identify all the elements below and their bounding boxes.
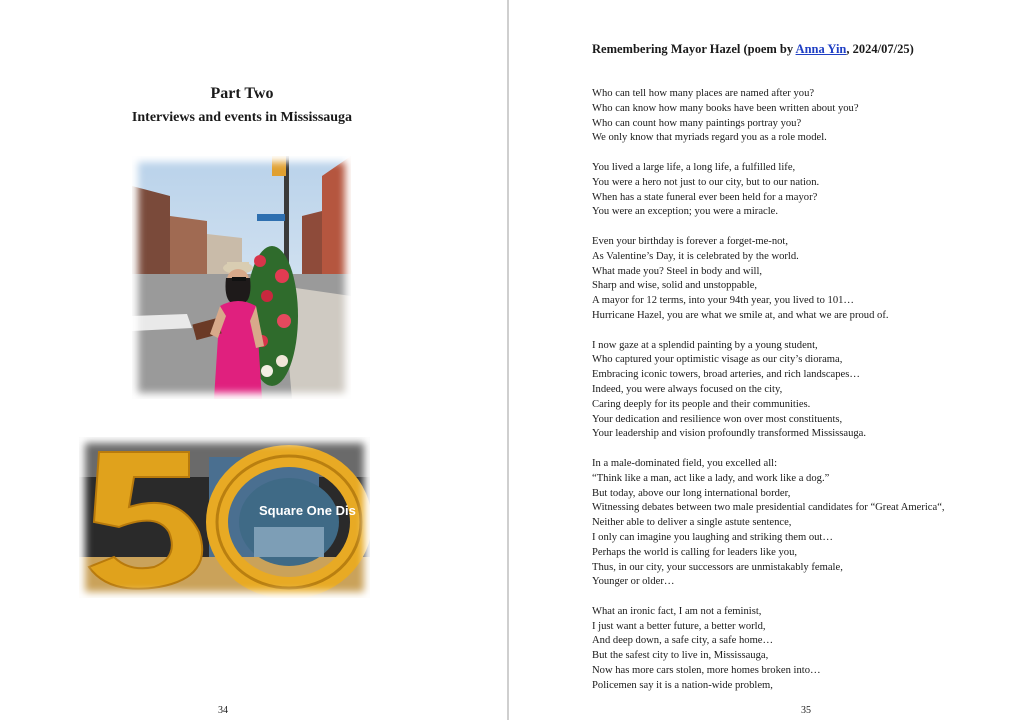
poem-line: We only know that myriads regard you as a role model. — [592, 132, 827, 144]
fifty-photo-illustration — [79, 437, 370, 598]
poem-line: You were an exception; you were a miracle. — [592, 206, 779, 218]
poem-title-suffix: , 2024/07/25) — [846, 42, 914, 56]
poem-line: Who can count how many paintings portray you? — [592, 117, 802, 129]
poem-body — [592, 87, 1012, 708]
right-page — [509, 0, 1024, 720]
poem-line: Younger or older… — [592, 576, 675, 588]
poem-line: But today, above our long international border, — [592, 487, 791, 499]
stanza-3 — [592, 235, 1012, 324]
stanza-2 — [592, 161, 1012, 220]
part-title: Part Two — [210, 85, 274, 102]
poem-line: And deep down, a safe city, a safe home… — [592, 635, 774, 647]
poem-line: Who can know how many books have been written about you? — [592, 102, 859, 114]
left-page — [0, 0, 507, 720]
poem-line: Witnessing debates between two male presidential candidates for “Great America“, — [592, 502, 945, 514]
poem-line: Now has more cars stolen, more homes broken into… — [592, 665, 821, 677]
part-subtitle: Interviews and events in Mississauga — [131, 110, 353, 125]
poem-line: Neither able to deliver a single astute sentence, — [592, 517, 792, 529]
poem-line: I only can imagine you laughing and striking them out… — [592, 531, 833, 543]
stanza-4 — [592, 339, 1012, 443]
poem-line: Sharp and wise, solid and unstoppable, — [592, 280, 758, 292]
street-photo-illustration — [132, 156, 351, 399]
fifty-anniversary-photo — [79, 437, 370, 598]
poem-line: “Think like a man, act like a lady, and work like a dog.” — [592, 472, 830, 484]
poem-line: But the safest city to live in, Mississauga, — [592, 650, 769, 662]
poem-line: Who captured your optimistic visage as our city’s diorama, — [592, 354, 843, 366]
poem-line: Policemen say it is a nation-wide problem, — [592, 679, 773, 691]
poem-line: What made you? Steel in body and will, — [592, 265, 763, 277]
poem-line: Even your birthday is forever a forget-me-not, — [592, 235, 789, 247]
poem-line: Perhaps the world is calling for leaders like you, — [592, 546, 798, 558]
poem-line: Your dedication and resilience won over most constituents, — [592, 413, 843, 425]
poem-line: Caring deeply for its people and their communities. — [592, 398, 811, 410]
poem-line: I just want a better future, a better world, — [592, 620, 766, 632]
poem-line: What an ironic fact, I am not a feminist, — [592, 605, 762, 617]
page-number-right: 35 — [801, 705, 811, 716]
poem-line: You lived a large life, a long life, a fulfilled life, — [592, 161, 796, 173]
poem-line: Embracing iconic towers, broad arteries, and rich landscapes… — [592, 369, 860, 381]
poem-line: Who can tell how many places are named after you? — [592, 88, 815, 99]
poem-line: A mayor for 12 terms, into your 94th year, you lived to 101… — [592, 295, 855, 307]
stanza-1 — [592, 87, 1012, 146]
poem-line: Thus, in our city, your successors are unmistakably female, — [592, 561, 843, 573]
poem-line: You were a hero not just to our city, but to our nation. — [592, 176, 820, 188]
poem-line: In a male-dominated field, you excelled all: — [592, 457, 778, 469]
poem-title — [592, 42, 914, 57]
street-photo — [132, 156, 351, 399]
poem-line: As Valentine’s Day, it is celebrated by the world. — [592, 250, 799, 262]
poem-line: I now gaze at a splendid painting by a young student, — [592, 339, 818, 351]
page-number-left: 34 — [218, 705, 228, 716]
poem-line: Indeed, you were always focused on the city, — [592, 383, 783, 395]
stanza-6 — [592, 605, 1012, 694]
poem-title-prefix: Remembering Mayor Hazel (poem by — [592, 42, 796, 56]
fifty-sign-text: Square One Dis — [259, 503, 356, 518]
stanza-5 — [592, 457, 1012, 590]
poem-line: Your leadership and vision profoundly transformed Mississauga. — [592, 428, 867, 440]
poem-line: Hurricane Hazel, you are what we smile at, and what we are proud of. — [592, 309, 889, 321]
poem-line: When has a state funeral ever been held for a mayor? — [592, 191, 818, 203]
author-link[interactable]: Anna Yin — [795, 42, 847, 56]
